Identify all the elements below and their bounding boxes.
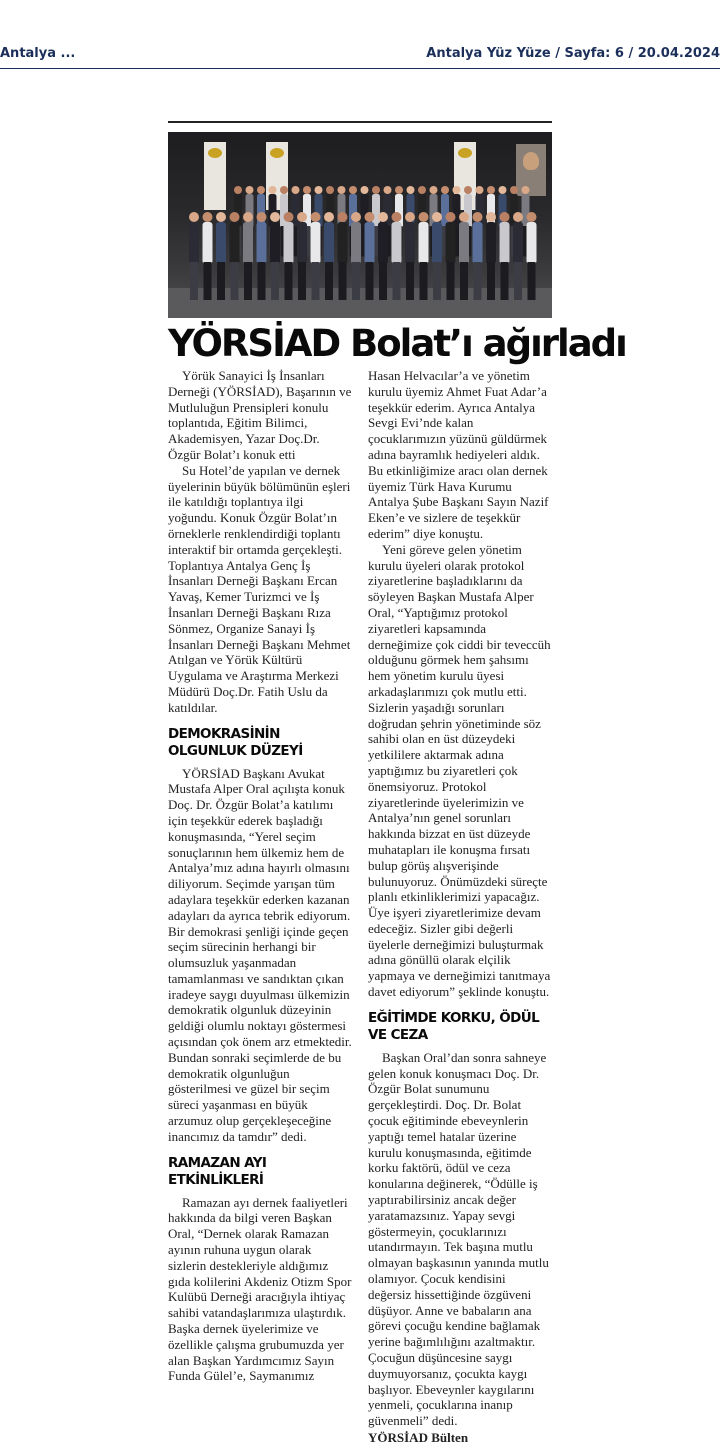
person-head [510,186,518,194]
person-head [500,212,510,222]
person-head [430,186,438,194]
person-silhouette [216,222,226,264]
person-legs [501,262,509,300]
person-head [338,186,346,194]
person-head [280,186,288,194]
person-head [243,212,253,222]
person-legs [244,262,252,300]
person-silhouette [203,222,213,264]
group-photo-icon [168,132,552,318]
person-head [303,186,311,194]
person-head [384,186,392,194]
person-head [297,212,307,222]
article-signature: YÖRSİAD Bülten [368,1430,469,1445]
person-head [230,212,240,222]
person-head [189,212,199,222]
person-head [311,212,321,222]
person-silhouette [419,222,429,264]
person-legs [231,262,239,300]
clipping-top-rule [168,121,552,123]
person-head [395,186,403,194]
person-legs [258,262,266,300]
person-head [499,186,507,194]
person-silhouette [432,222,442,264]
body-paragraph: YÖRSİAD Başkanı Avukat Mustafa Alper Oral açılışta konuk Doç. Dr. Özgür Bolat’a katılımı için teşekkür ederek başladığı konuşmasında, “Yerel seçim sonuçlarının hem ülkemiz hem de Antalya’mız adına hayırlı olmasını diliyorum. Seçimde yarışan tüm adaylara teşekkür ederken kazanan adayları da ayrıca tebrik ediyorum. Bir demokrasi şenliği içinde geçen seçim sürecinin herhangi bir olumsuzluk yaşanmadan tamamlanması ve sandıktan çıkan iradeye saygı duyulması ülkemizin demokratik olgunluk düzeyinin geldiği olumlu noktayı göstermesi açısından çok önem arz etmektedir. Bundan sonraki seçimlerde de bu demokratik olgunluğun gösterilmesi ve güzel bir seçim süreci yaşanması en büyük arzumuz olup gerçekleşeceğine inancımız da tamdır” dedi. [168,765,352,1144]
person-silhouette [324,222,334,264]
body-paragraph: Yeni göreve gelen yönetim kurulu üyeleri olarak protokol ziyaretlerine başladıklarını da söyleyen Başkan Mustafa Alper Oral, “Yaptığımız protokol ziyaretleri kapsamında derneğimize çok ciddi bir teveccüh olduğunu görmek hem şahsımı hem yönetim kurulu üyesi arkadaşlarımızı çok mutlu etti. Sizlerin yaşadığı sorunları doğrudan şehrin yönetiminde söz sahibi olan en üst düzeydeki yetkililere aktarmak adına yaptığımız bu ziyaretleri çok önemsiyoruz. Protokol ziyaretlerinde üyelerimizin ve Antalya’nın genel sorunları hakkında bizzat en üst düzeyde muhatapları ile konuşma fırsatı bulup görüş alışverişinde bulunuyoruz. Önümüzdeki süreçte planlı etkinliklerimizi yapacağız. Üye işyeri ziyaretlerimize devam edeceğiz. Sizler gibi değerli üyelerle derneğimizi buluşturmak adına gönüllü olarak elçilik yapmaya ve derneğimizi tanıtmaya davet ediyorum” şeklinde konuştu. [368,541,551,1000]
person-head [392,212,402,222]
crowd-icon [168,132,552,318]
person-head [513,212,523,222]
person-legs [298,262,306,300]
person-silhouette [189,222,199,264]
person-head [361,186,369,194]
person-head [351,212,361,222]
section-label: Antalya ... [0,46,76,61]
person-legs [514,262,522,300]
person-legs [312,262,320,300]
person-silhouette [297,222,307,264]
person-legs [204,262,212,300]
person-silhouette [338,222,348,264]
person-legs [447,262,455,300]
person-head [527,212,537,222]
person-head [464,186,472,194]
person-head [418,186,426,194]
intro-paragraph: Su Hotel’de yapılan ve dernek üyelerinin büyük bölümünün eşleri ile katıldığı toplantıya ilgi yoğundu. Konuk Özgür Bolat’ın örneklerle renklendirdiği toplantı interaktif bir ortamda gerçekleşti. Toplantıya Antalya Genç İş İnsanları Derneği Başkanı Ercan Yavaş, Kemer Turizmci ve İş İnsanları Derneği Başkanı Rıza Sönmez, Organize Sanayi İş İnsanları Derneği Başkanı Mehmet Atılgan ve Yörük Kültürü Uygulama ve Araştırma Merkezi Müdürü Doç.Dr. Fatih Uslu da katıldılar. [168,462,351,715]
person-head [476,186,484,194]
person-legs [474,262,482,300]
person-silhouette [351,222,361,264]
person-legs [528,262,536,300]
person-head [246,186,254,194]
person-legs [433,262,441,300]
person-head [315,186,323,194]
article-column-1 [168,368,352,1384]
person-legs [487,262,495,300]
person-silhouette [378,222,388,264]
person-silhouette [473,222,483,264]
person-silhouette [527,222,537,264]
person-legs [379,262,387,300]
person-silhouette [405,222,415,264]
person-head [216,212,226,222]
person-head [365,212,375,222]
person-head [257,186,265,194]
article-headline: YÖRSİAD Bolat’ı ağırladı [168,322,626,365]
person-head [324,212,334,222]
person-legs [339,262,347,300]
person-head [405,212,415,222]
person-silhouette [243,222,253,264]
person-head [446,212,456,222]
person-head [486,212,496,222]
person-legs [420,262,428,300]
section-heading: RAMAZAN AYI ETKİNLİKLERİ [168,1154,267,1188]
article-column-2 [368,368,552,1446]
person-silhouette [230,222,240,264]
person-silhouette [365,222,375,264]
person-legs [366,262,374,300]
person-legs [325,262,333,300]
person-head [284,212,294,222]
person-silhouette [500,222,510,264]
person-head [378,212,388,222]
person-head [407,186,415,194]
person-head [441,186,449,194]
person-silhouette [284,222,294,264]
person-head [522,186,530,194]
publication-info: Antalya Yüz Yüze / Sayfa: 6 / 20.04.2024 [426,46,720,61]
person-silhouette [257,222,267,264]
person-head [292,186,300,194]
intro-paragraph: Yörük Sanayici İş İnsanları Derneği (YÖRSİAD), Başarının ve Mutluluğun Prensipleri konulu toplantıda, Eğitim Bilimci, Akademisyen, Yazar Doç.Dr. Özgür Bolat’ı konuk etti [168,368,352,462]
person-head [203,212,213,222]
person-head [349,186,357,194]
body-paragraph: Ramazan ayı dernek faaliyetleri hakkında da bilgi veren Başkan Oral, “Dernek olarak Ramazan ayının ruhuna uygun olarak sizlerin destekleriyle aldığımız gıda kolilerini Akdeniz Otizm Spor Kulübü Derneği aracığıyla ihtiyaç sahibi vatandaşlarımıza ulaştırdık. Başka dernek üyelerimize ve özellikle çalışma grubumuzda yer alan Başkan Yardımcımız Sayın Funda Gülel’e, Saymanımız [168,1194,352,1384]
section-heading: EĞİTİMDE KORKU, ÖDÜL VE CEZA [368,1009,540,1043]
person-silhouette [392,222,402,264]
person-legs [352,262,360,300]
person-silhouette [311,222,321,264]
person-head [269,186,277,194]
person-legs [460,262,468,300]
person-head [372,186,380,194]
person-legs [406,262,414,300]
person-silhouette [459,222,469,264]
person-silhouette [270,222,280,264]
header-divider [0,68,720,69]
person-head [453,186,461,194]
person-legs [190,262,198,300]
person-silhouette [486,222,496,264]
person-head [419,212,429,222]
person-legs [217,262,225,300]
section-heading: DEMOKRASİNİN OLGUNLUK DÜZEYİ [168,725,303,759]
page-header [0,0,720,70]
person-silhouette [446,222,456,264]
person-head [432,212,442,222]
person-head [473,212,483,222]
person-silhouette [513,222,523,264]
person-head [257,212,267,222]
person-head [326,186,334,194]
body-paragraph: Hasan Helvacılar’a ve yönetim kurulu üyemiz Ahmet Fuat Adar’a teşekkür ederim. Ayrıca Antalya Sevgi Evi’nde kalan çocuklarımızın yüzünü güldürmek adına bayramlık hediyeleri aldık. Bu etkinliğimize aracı olan dernek üyemiz Türk Hava Kurumu Antalya Şube Başkanı Sayın Nazif Eken’e ve sizlere de teşekkür ederim” diye konuştu. [368,368,549,541]
person-head [270,212,280,222]
person-legs [393,262,401,300]
person-head [338,212,348,222]
person-legs [285,262,293,300]
person-head [459,212,469,222]
person-head [487,186,495,194]
person-head [234,186,242,194]
person-legs [271,262,279,300]
body-paragraph: Başkan Oral’dan sonra sahneye gelen konuk konuşmacı Doç. Dr. Özgür Bolat sunumunu gerçekleştirdi. Doç. Dr. Bolat çocuk eğitiminde ebeveynlerin yaptığı temel hatalar üzerine kurulu konuşmasında, eğitimde korku faktörü, ödül ve ceza konularına değinerek, “Ödülle iş yaptırabilirsiniz ancak değer yaratamazsınız. Yapay sevgi göstermeyin, çocuklarınızı utandırmayın. Tek başına mutlu olmayan başkasının yanında mutlu olamıyor. Çocuk kendisini değersiz hissettiğinde özgüveni düşüyor. Anne ve babaların ana görevi çocuğu kendine bağlamak yerine bağımlılığını azaltmaktır. Çocuğun düşüncesine saygı duymuyorsanız, çocukta kaygı başlıyor. Ebeveynler kaygılarını yenmeli, çocuklarına inanıp güvenmeli” dedi. [368,1049,549,1429]
